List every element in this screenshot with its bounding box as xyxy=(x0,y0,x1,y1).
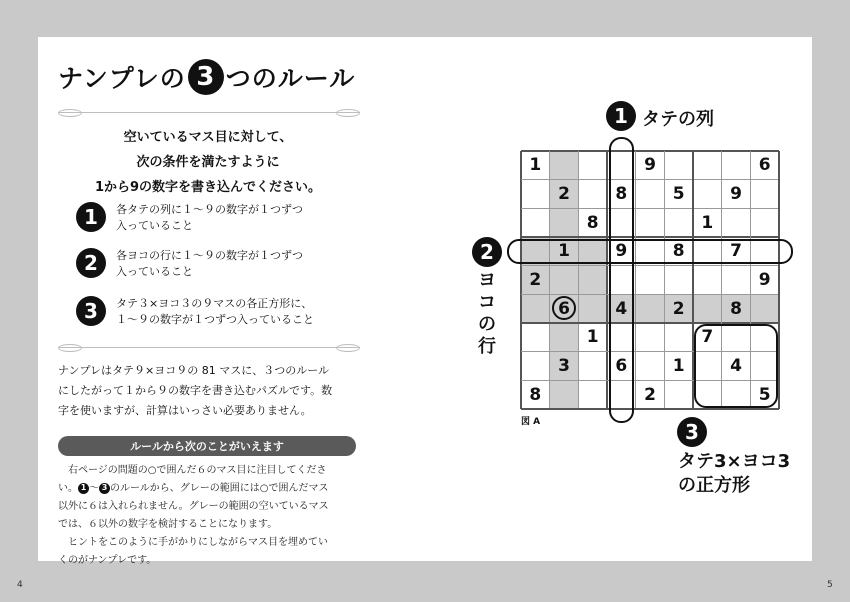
grid-cell: 7 xyxy=(701,327,714,348)
row-badge-icon: 2 xyxy=(472,237,502,267)
title-suffix: つのルール xyxy=(225,64,356,93)
grid-cell xyxy=(722,151,751,180)
grid-line xyxy=(521,179,779,180)
grid-cell xyxy=(693,151,722,180)
title-prefix: ナンプレの xyxy=(58,64,186,93)
box-badge-icon: 3 xyxy=(677,417,707,447)
grid-cell: 1 xyxy=(672,355,685,376)
grid-cell: 8 xyxy=(672,241,685,262)
rule-1-mini-icon: 1 xyxy=(78,483,89,494)
grid-cell xyxy=(550,323,579,352)
grid-line xyxy=(521,265,779,266)
grid-cell xyxy=(664,266,693,295)
grid-cell xyxy=(636,323,665,352)
grid-cell xyxy=(636,266,665,295)
grid-line xyxy=(521,294,779,295)
grid-line xyxy=(521,150,779,152)
grid-cell: 7 xyxy=(730,241,742,262)
rule-3: 3 タテ３×ヨコ３の９マスの各正方形に、 １～９の数字が１つずつ入っていること xyxy=(76,296,314,328)
grid-line xyxy=(521,236,779,238)
grid-cell: 8 xyxy=(586,212,599,233)
note-text: 右ページの問題の○で囲んだ６のマス目に注目してくださ い。 1 ～ 3 のルールから、グレーの範囲には○で囲んだマス 以外に６は入れられません。グレーの範囲の空いているマス では、６以外の数字を検討することになります。 ヒントをこのように手がかりにしながらマス目を埋めてい くのがナンプレです。 xyxy=(58,465,329,566)
grid-cell: 8 xyxy=(722,294,751,323)
grid-cell xyxy=(521,294,550,323)
grid-cell: 6 xyxy=(758,155,771,176)
sudoku-grid xyxy=(521,151,779,409)
grid-line xyxy=(778,151,780,409)
grid-cell: 9 xyxy=(730,183,742,204)
grid-line xyxy=(578,151,579,409)
rule-1: 1 各タテの列に１～９の数字が１つずつ 入っていること xyxy=(76,202,303,234)
grid-cell xyxy=(636,352,665,381)
grid-cell: 1 xyxy=(701,212,714,233)
grid-cell: 4 xyxy=(607,294,636,323)
grid-cell: 2 xyxy=(550,180,579,209)
grid-line xyxy=(549,151,550,409)
grid-cell xyxy=(550,380,579,409)
grid-cell xyxy=(722,266,751,295)
column-label: タテの列 xyxy=(642,109,714,130)
page-number-right: 5 xyxy=(827,580,833,590)
rule-3-mini-icon: 3 xyxy=(99,483,110,494)
grid-cell: 6 xyxy=(550,294,579,323)
grid-cell xyxy=(664,323,693,352)
rule-3-badge-icon: 3 xyxy=(76,296,106,326)
grid-cell xyxy=(521,180,550,209)
grid-cell xyxy=(521,323,550,352)
row-label: ヨ コ の 行 xyxy=(478,270,496,357)
grid-cell xyxy=(578,294,607,323)
rule-1-badge-icon: 1 xyxy=(76,202,106,232)
ornament-divider-2 xyxy=(58,347,360,348)
row-highlight-outline xyxy=(507,239,793,264)
grid-cell: 4 xyxy=(730,355,742,376)
figure-caption: 図 A xyxy=(521,417,541,427)
grid-cell xyxy=(664,208,693,237)
grid-cell xyxy=(636,180,665,209)
grid-line xyxy=(606,151,608,409)
grid-cell xyxy=(578,266,607,295)
grid-cell: 1 xyxy=(550,237,579,266)
grid-cell xyxy=(578,352,607,381)
grid-cell: 1 xyxy=(586,327,599,348)
instruction-lead: 空いているマス目に対して、 次の条件を満たすように 1から9の数字を書き込んでください。 xyxy=(94,130,322,195)
grid-cell xyxy=(578,151,607,180)
grid-cell xyxy=(578,380,607,409)
grid-cell xyxy=(722,208,751,237)
grid-cell xyxy=(550,151,579,180)
grid-cell: 9 xyxy=(758,269,771,290)
box-highlight-outline xyxy=(694,324,778,408)
grid-cell xyxy=(693,294,722,323)
grid-cell: 6 xyxy=(615,355,628,376)
grid-cell xyxy=(636,294,665,323)
grid-cell xyxy=(750,180,779,209)
description: ナンプレはタテ９×ヨコ９の 81 マスに、３つのルール にしたがって１から９の数字を書き込むパズルです。数 字を使いますが、計算はいっさい必要ありません。 xyxy=(58,364,333,417)
rule-2-badge-icon: 2 xyxy=(76,248,106,278)
section-band: ルールから次のことがいえます xyxy=(58,436,356,456)
box-label: タテ3×ヨコ3 の正方形 xyxy=(678,451,791,496)
grid-line xyxy=(635,151,636,409)
grid-cell: 2 xyxy=(644,384,656,405)
grid-cell: 9 xyxy=(615,241,628,262)
grid-line xyxy=(520,151,522,409)
grid-cell xyxy=(521,208,550,237)
grid-line xyxy=(664,151,665,409)
rule-2: 2 各ヨコの行に１～９の数字が１つずつ 入っていること xyxy=(76,248,303,280)
grid-cell: 8 xyxy=(615,183,628,204)
grid-cell: 3 xyxy=(550,352,579,381)
grid-cell: 5 xyxy=(758,384,771,405)
page-title xyxy=(58,58,355,96)
grid-cell: 1 xyxy=(529,155,542,176)
grid-cell xyxy=(693,266,722,295)
grid-cell xyxy=(521,352,550,381)
column-highlight-outline xyxy=(609,137,634,423)
grid-cell xyxy=(636,208,665,237)
grid-cell xyxy=(750,294,779,323)
grid-cell: 8 xyxy=(529,384,542,405)
grid-cell xyxy=(578,180,607,209)
circled-cell-ring xyxy=(552,296,576,320)
grid-cell xyxy=(693,180,722,209)
grid-line xyxy=(521,208,779,209)
globe-number-icon: 3 xyxy=(188,59,224,95)
grid-cell xyxy=(750,208,779,237)
column-badge-icon: 1 xyxy=(606,101,636,131)
grid-cell: 2 xyxy=(664,294,693,323)
page-number-left: 4 xyxy=(17,580,23,590)
grid-cell: 5 xyxy=(672,183,685,204)
grid-cell xyxy=(550,208,579,237)
grid-cell xyxy=(550,266,579,295)
grid-cell xyxy=(664,151,693,180)
grid-cell xyxy=(664,380,693,409)
grid-cell: 2 xyxy=(521,266,550,295)
ornament-divider xyxy=(58,112,360,113)
grid-line xyxy=(521,408,779,410)
grid-cell: 9 xyxy=(644,155,656,176)
